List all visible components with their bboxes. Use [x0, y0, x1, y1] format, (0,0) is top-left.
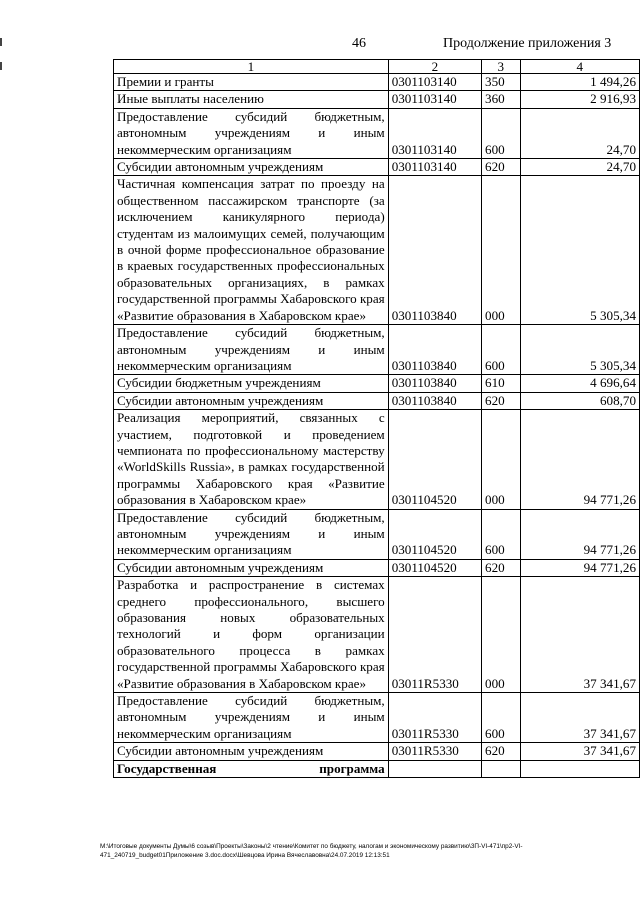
expense-type [482, 760, 521, 777]
target-code: 0301104520 [388, 509, 481, 559]
target-code: 0301103840 [388, 176, 481, 325]
table-row [114, 743, 640, 760]
table-row [114, 91, 640, 108]
amount: 37 341,67 [520, 577, 639, 693]
table-row [114, 159, 640, 176]
expense-type: 610 [482, 375, 521, 392]
amount: 5 305,34 [520, 176, 639, 325]
target-code: 03011R5330 [388, 693, 481, 743]
table-row [114, 108, 640, 158]
table-row [114, 693, 640, 743]
amount [520, 760, 639, 777]
amount: 37 341,67 [520, 693, 639, 743]
amount: 608,70 [520, 392, 639, 409]
expense-type: 000 [482, 410, 521, 509]
expense-type: 600 [482, 509, 521, 559]
expense-type: 620 [482, 743, 521, 760]
expense-type: 620 [482, 392, 521, 409]
target-code [388, 760, 481, 777]
target-code: 0301103140 [388, 91, 481, 108]
margin-mark [0, 62, 2, 70]
continuation-title: Продолжение приложения 3 [443, 36, 612, 51]
expense-name: Субсидии автономным учреждениям [114, 159, 389, 176]
amount: 4 696,64 [520, 375, 639, 392]
table-row [114, 760, 640, 777]
expense-name: Премии и гранты [114, 74, 389, 91]
expense-type: 600 [482, 108, 521, 158]
expense-name: Частичная компенсация затрат по проезду на общественном пассажирском транспорте (за исключением каникулярного периода) студентам из малоимущих семей, получающим в очной форме профессиональное образование в краевых государственных профессиональных образовательных организациях, в рамках государственной программы Хабаровского края «Развитие образования в Хабаровском крае» [114, 176, 389, 325]
target-code: 0301103840 [388, 392, 481, 409]
target-code: 0301104520 [388, 410, 481, 509]
expense-type: 600 [482, 693, 521, 743]
target-code: 03011R5330 [388, 743, 481, 760]
page-number: 46 [352, 36, 366, 51]
expense-name: Разработка и распространение в системах среднего профессионального, высшего образования новых образовательных технологий и форм организации образовательного процесса в рамках государственной программы Хабаровского края «Развитие образования в Хабаровском крае» [114, 577, 389, 693]
table-row [114, 392, 640, 409]
amount: 94 771,26 [520, 509, 639, 559]
expense-name: Предоставление субсидий бюджетным, автономным учреждениям и иным некоммерческим организациям [114, 509, 389, 559]
table-row [114, 577, 640, 693]
expense-type: 000 [482, 176, 521, 325]
margin-mark [0, 38, 2, 46]
amount: 94 771,26 [520, 410, 639, 509]
amount: 24,70 [520, 108, 639, 158]
expense-type: 360 [482, 91, 521, 108]
expense-name: Государственная программа [114, 760, 389, 777]
table-row [114, 325, 640, 375]
expense-type: 350 [482, 74, 521, 91]
target-code: 0301103840 [388, 375, 481, 392]
target-code: 0301103840 [388, 325, 481, 375]
expense-name: Иные выплаты населению [114, 91, 389, 108]
table-row [114, 375, 640, 392]
expense-type: 000 [482, 577, 521, 693]
expense-type: 620 [482, 159, 521, 176]
column-header: 1 [114, 60, 389, 74]
expense-name: Реализация мероприятий, связанных с участием, подготовкой и проведением чемпионата по профессиональному мастерству «WorldSkills Russia», в рамках государственной программы Хабаровского края «Развитие образования в Хабаровском крае» [114, 410, 389, 509]
target-code: 0301103140 [388, 159, 481, 176]
amount: 37 341,67 [520, 743, 639, 760]
table-row [114, 509, 640, 559]
amount: 94 771,26 [520, 559, 639, 576]
target-code: 0301103140 [388, 108, 481, 158]
expense-name: Субсидии автономным учреждениям [114, 559, 389, 576]
amount: 24,70 [520, 159, 639, 176]
table-header-row [114, 60, 640, 74]
expense-name: Предоставление субсидий бюджетным, автономным учреждениям и иным некоммерческим организациям [114, 108, 389, 158]
table-row [114, 176, 640, 325]
table-row [114, 74, 640, 91]
amount: 2 916,93 [520, 91, 639, 108]
expense-name: Предоставление субсидий бюджетным, автономным учреждениям и иным некоммерческим организациям [114, 325, 389, 375]
expense-name: Предоставление субсидий бюджетным, автономным учреждениям и иным некоммерческим организациям [114, 693, 389, 743]
target-code: 0301103140 [388, 74, 481, 91]
expense-name: Субсидии бюджетным учреждениям [114, 375, 389, 392]
expense-type: 620 [482, 559, 521, 576]
expense-name: Субсидии автономным учреждениям [114, 392, 389, 409]
budget-table [113, 59, 640, 778]
target-code: 0301104520 [388, 559, 481, 576]
target-code: 03011R5330 [388, 577, 481, 693]
document-path-footer: М:\Итоговые документы Думы\6 созыв\Проекты\Законы\2 чтение\Комитет по бюджету, налогам и экономическому развитию\3П-VI-471\пр2-VI-471_240719_budget01Приложение 3.doc.docx\Шевцова Ирина Вячеславовна\24.07.2019 12:13:51 [100, 843, 523, 859]
column-header: 4 [520, 60, 639, 74]
expense-name: Субсидии автономным учреждениям [114, 743, 389, 760]
table-row [114, 410, 640, 509]
column-header: 2 [388, 60, 481, 74]
expense-type: 600 [482, 325, 521, 375]
amount: 1 494,26 [520, 74, 639, 91]
amount: 5 305,34 [520, 325, 639, 375]
column-header: 3 [482, 60, 521, 74]
table-row [114, 559, 640, 576]
